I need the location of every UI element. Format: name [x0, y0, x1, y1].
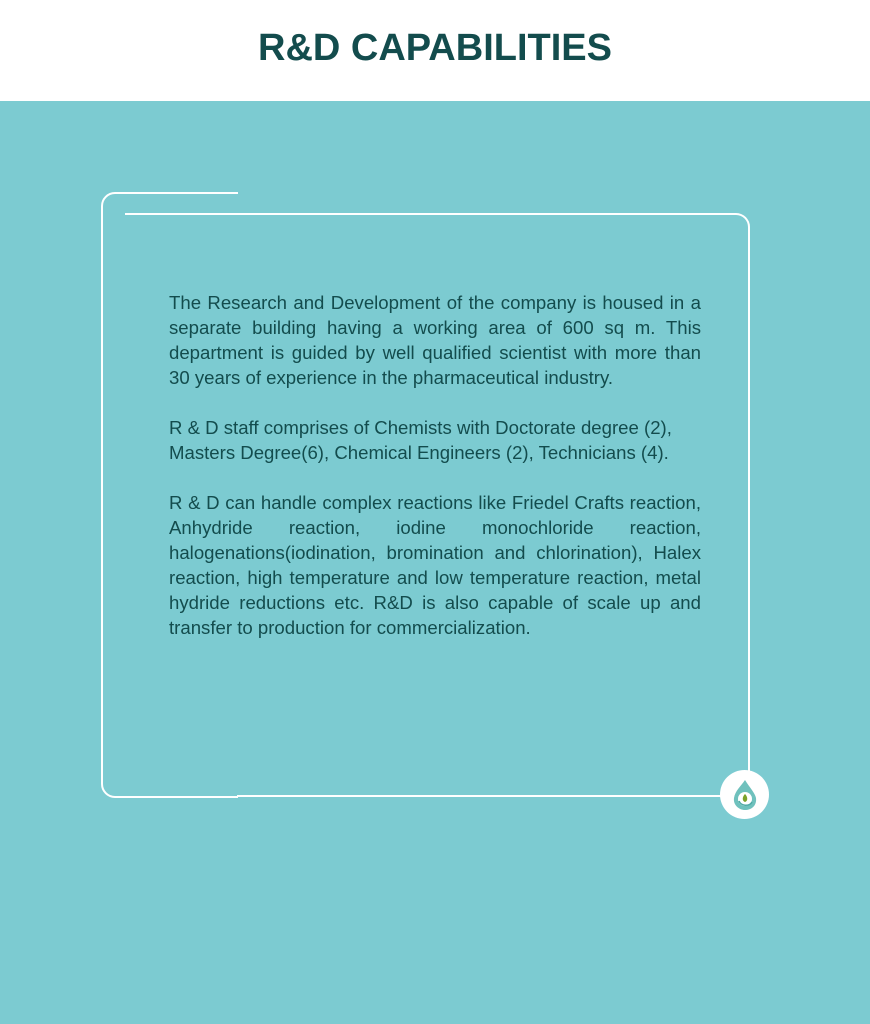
company-logo: [720, 770, 769, 819]
paragraph-reactions: R & D can handle complex reactions like Friedel Crafts reaction, Anhydride reaction, iodine monochloride reaction, halogenations(iodination, bromination and chlorination), Halex reaction, high temperature and low temperature reaction, metal hydride reductions etc. R&D is also capable of scale up and transfer to production for commercialization.: [169, 492, 701, 638]
page-title: R&D CAPABILITIES: [258, 27, 612, 69]
decorative-frame-bottom-line: [237, 795, 721, 797]
content-body: [169, 290, 701, 665]
paragraph-facility: The Research and Development of the company is housed in a separate building having a working area of 600 sq m. This department is guided by well qualified scientist with more than 30 years of experience in the pharmaceutical industry.: [169, 292, 701, 388]
paragraph-staff: R & D staff comprises of Chemists with Doctorate degree (2), Masters Degree(6), Chemical Engineers (2), Technicians (4).: [169, 417, 672, 463]
droplet-leaf-icon: [730, 779, 760, 811]
page-header: [0, 0, 870, 101]
